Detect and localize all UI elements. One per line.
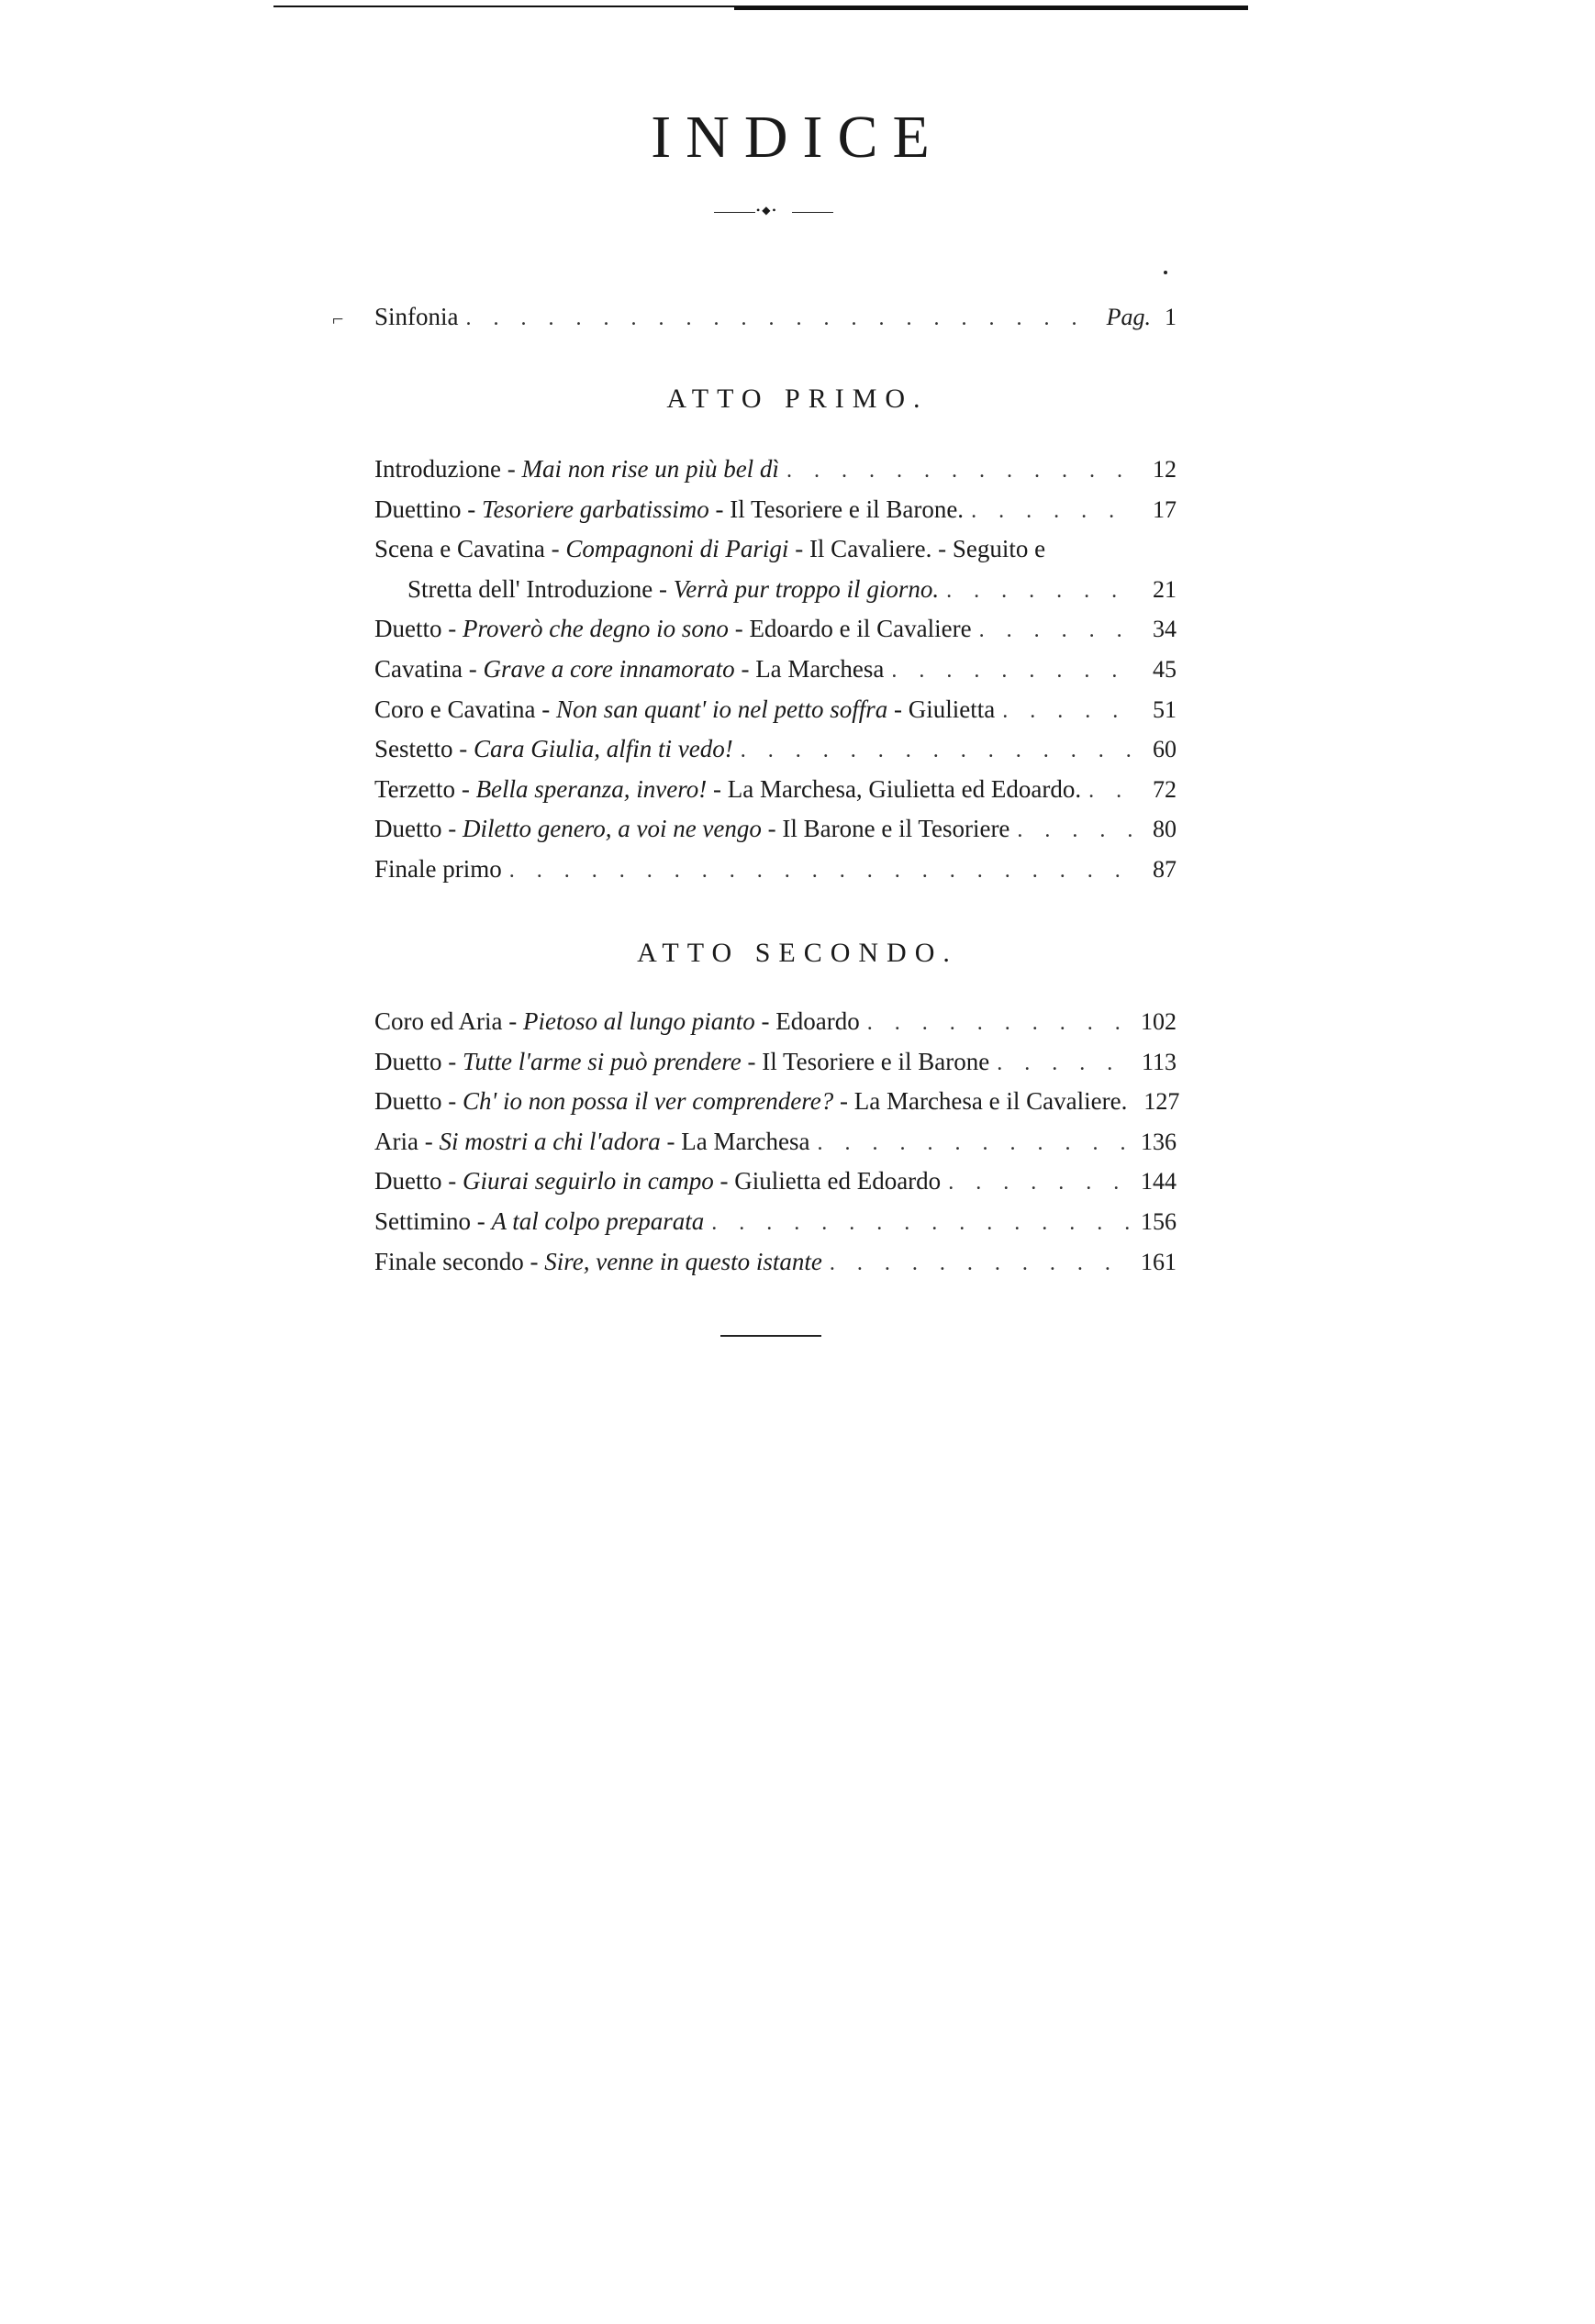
leader-dots — [948, 1171, 1132, 1195]
entry-form: Sestetto — [374, 735, 453, 763]
toc-entry[interactable] — [374, 775, 1177, 812]
entry-form: Duetto — [374, 1087, 442, 1116]
entry-form: Duetto — [374, 1167, 442, 1195]
page-number: 102 — [1141, 1008, 1177, 1035]
entry-incipit: Si mostri a chi l'adora — [439, 1127, 661, 1155]
entry-separator: - — [660, 1127, 682, 1155]
entry-incipit: Ch' io non possa il ver comprendere? — [463, 1087, 834, 1116]
entry-separator: - — [761, 815, 783, 843]
entry-characters: Edoardo — [775, 1007, 860, 1035]
entry-characters: La Marchesa — [755, 655, 885, 683]
entry-form: Aria — [374, 1127, 418, 1155]
leader-dots — [1017, 818, 1134, 843]
entry-form: Scena e Cavatina — [374, 535, 545, 563]
entry-separator: - — [652, 574, 674, 603]
entry-separator: - — [754, 1007, 776, 1035]
entry-separator: - — [462, 655, 484, 683]
page-number: 80 — [1153, 816, 1177, 843]
toc-entry[interactable] — [374, 495, 1177, 532]
page-number: 17 — [1153, 495, 1177, 523]
page-number: 156 — [1141, 1208, 1177, 1235]
entry-separator: - — [741, 1047, 763, 1075]
page-number: 87 — [1153, 856, 1177, 883]
entry-incipit: Tutte l'arme si può prendere — [463, 1047, 742, 1075]
entry-title: Sinfonia — [374, 303, 459, 330]
entry-form: Finale primo — [374, 855, 502, 883]
entry-incipit: Proverò che degno io sono — [463, 615, 729, 643]
toc-entry[interactable] — [374, 695, 1177, 732]
margin-mark: ⌐ — [332, 307, 344, 330]
entry-separator: - — [728, 615, 750, 643]
entry-separator: - — [887, 695, 909, 723]
toc-entry[interactable] — [374, 1207, 1177, 1244]
page-number: 34 — [1153, 616, 1177, 643]
entry-separator: - — [452, 735, 474, 763]
entry-separator: - — [441, 1167, 463, 1195]
page-number: 127 — [1143, 1088, 1180, 1116]
leader-dots — [891, 659, 1134, 684]
entry-characters: La Marchesa, Giulietta ed Edoardo. — [727, 774, 1082, 803]
entry-form: Coro ed Aria — [374, 1007, 503, 1035]
toc-entry[interactable] — [374, 615, 1177, 651]
entry-separator: - — [441, 1087, 463, 1116]
toc-entry[interactable] — [374, 455, 1177, 492]
entry-separator: - — [788, 535, 809, 563]
entry-separator: - — [461, 495, 482, 523]
page-number: 72 — [1153, 775, 1177, 803]
entry-incipit: Tesoriere garbatissimo — [482, 495, 709, 523]
entry-form: Cavatina — [374, 655, 463, 683]
entry-characters: Il Cavaliere. - Seguito e — [809, 535, 1046, 563]
entry-incipit: Non san quant' io nel petto soffra — [555, 695, 888, 723]
entry-characters: Edoardo e il Cavaliere — [749, 615, 972, 643]
entry-form: Finale secondo — [374, 1247, 524, 1275]
leader-dots — [509, 859, 1134, 884]
toc-entry-sinfonia[interactable] — [374, 303, 1177, 339]
entry-separator: - — [441, 1047, 463, 1075]
entry-separator: - — [713, 1167, 735, 1195]
entry-incipit: Compagnoni di Parigi — [565, 535, 789, 563]
entry-characters: La Marchesa e il Cavaliere. — [853, 1087, 1128, 1116]
entry-incipit: Diletto genero, a voi ne vengo — [463, 815, 762, 843]
entry-separator: - — [535, 695, 556, 723]
entry-characters: Giulietta ed Edoardo — [734, 1167, 942, 1195]
entry-form: Coro e Cavatina — [374, 695, 536, 723]
toc-entry[interactable] — [407, 575, 1177, 612]
page-number: 12 — [1153, 456, 1177, 483]
toc-entry[interactable] — [374, 1048, 1177, 1084]
entry-form: Settimino — [374, 1207, 472, 1235]
leader-dots — [466, 306, 1098, 331]
entry-separator: - — [544, 535, 566, 563]
page-number: 144 — [1141, 1168, 1177, 1195]
toc-entry[interactable] — [374, 1087, 1180, 1124]
toc-entry[interactable] — [374, 1167, 1177, 1204]
entry-form: Duetto — [374, 1047, 442, 1075]
entry-form: Duetto — [374, 615, 442, 643]
entry-incipit: Mai non rise un più bel dì — [521, 455, 779, 483]
leader-dots — [817, 1131, 1132, 1156]
entry-incipit: A tal colpo preparata — [491, 1207, 705, 1235]
toc-entry[interactable] — [374, 1248, 1177, 1284]
stray-dot — [1164, 271, 1167, 274]
page-number: 51 — [1153, 695, 1177, 723]
entry-form: Introduzione — [374, 455, 501, 483]
page-number: 136 — [1141, 1128, 1177, 1155]
entry-characters: Il Tesoriere e il Barone. — [730, 495, 965, 523]
title-ornament: •◆• — [714, 208, 833, 217]
entry-separator: - — [441, 815, 463, 843]
entry-incipit: Bella speranza, invero! — [475, 774, 708, 803]
leader-dots — [971, 499, 1134, 524]
toc-entry[interactable] — [374, 655, 1177, 692]
toc-entry[interactable] — [374, 1007, 1177, 1044]
leader-dots — [1088, 779, 1134, 804]
pag-label: Pag. — [1106, 304, 1151, 330]
entry-form: Stretta dell' Introduzione — [407, 574, 653, 603]
section-heading-atto-primo: ATTO PRIMO. — [666, 384, 929, 414]
leader-dots — [867, 1011, 1132, 1036]
entry-characters: Il Barone e il Tesoriere — [782, 815, 1010, 843]
toc-entry[interactable] — [374, 735, 1177, 772]
toc-entry[interactable] — [374, 535, 1177, 572]
entry-incipit: Sire, venne in questo istante — [544, 1247, 822, 1275]
top-rule — [273, 6, 1248, 12]
entry-separator: - — [455, 774, 476, 803]
page-title: INDICE — [651, 104, 944, 171]
leader-dots — [786, 459, 1134, 484]
entry-separator: - — [833, 1087, 854, 1116]
entry-separator: - — [418, 1127, 440, 1155]
leader-dots — [979, 618, 1134, 643]
entry-form: Duettino — [374, 495, 462, 523]
leader-dots — [997, 1051, 1132, 1076]
page-number: 161 — [1141, 1248, 1177, 1275]
section-heading-atto-secondo: ATTO SECONDO. — [637, 938, 958, 968]
leader-dots — [830, 1251, 1132, 1276]
leader-dots — [741, 739, 1134, 763]
leader-dots — [1002, 699, 1134, 724]
leader-dots — [946, 579, 1134, 604]
entry-incipit: Cara Giulia, alfin ti vedo! — [474, 735, 733, 763]
page-number: 21 — [1153, 575, 1177, 603]
entry-incipit: Grave a core innamorato — [483, 655, 735, 683]
entry-characters: La Marchesa — [681, 1127, 810, 1155]
page-number: 45 — [1153, 656, 1177, 683]
toc-entry[interactable] — [374, 815, 1177, 851]
entry-form: Terzetto — [374, 774, 456, 803]
toc-entry[interactable] — [374, 1128, 1177, 1164]
entry-form: Duetto — [374, 815, 442, 843]
entry-characters: Il Tesoriere e il Barone — [762, 1047, 990, 1075]
toc-entry[interactable] — [374, 855, 1177, 892]
entry-separator: - — [502, 1007, 523, 1035]
entry-separator: - — [441, 615, 463, 643]
entry-separator: - — [708, 495, 731, 523]
entry-separator: - — [471, 1207, 492, 1235]
page-number: 113 — [1141, 1048, 1177, 1075]
entry-incipit: Verrà pur troppo il giorno. — [673, 574, 940, 603]
entry-incipit: Pietoso al lungo pianto — [522, 1007, 755, 1035]
entry-characters: Giulietta — [908, 695, 996, 723]
entry-incipit: Giurai seguirlo in campo — [463, 1167, 714, 1195]
end-rule — [720, 1335, 821, 1337]
leader-dots — [711, 1211, 1132, 1236]
entry-separator: - — [500, 455, 522, 483]
page-number: 1 — [1165, 304, 1177, 330]
page-number: 60 — [1153, 736, 1177, 763]
entry-separator: - — [523, 1247, 545, 1275]
entry-separator: - — [707, 774, 728, 803]
entry-separator: - — [734, 655, 756, 683]
